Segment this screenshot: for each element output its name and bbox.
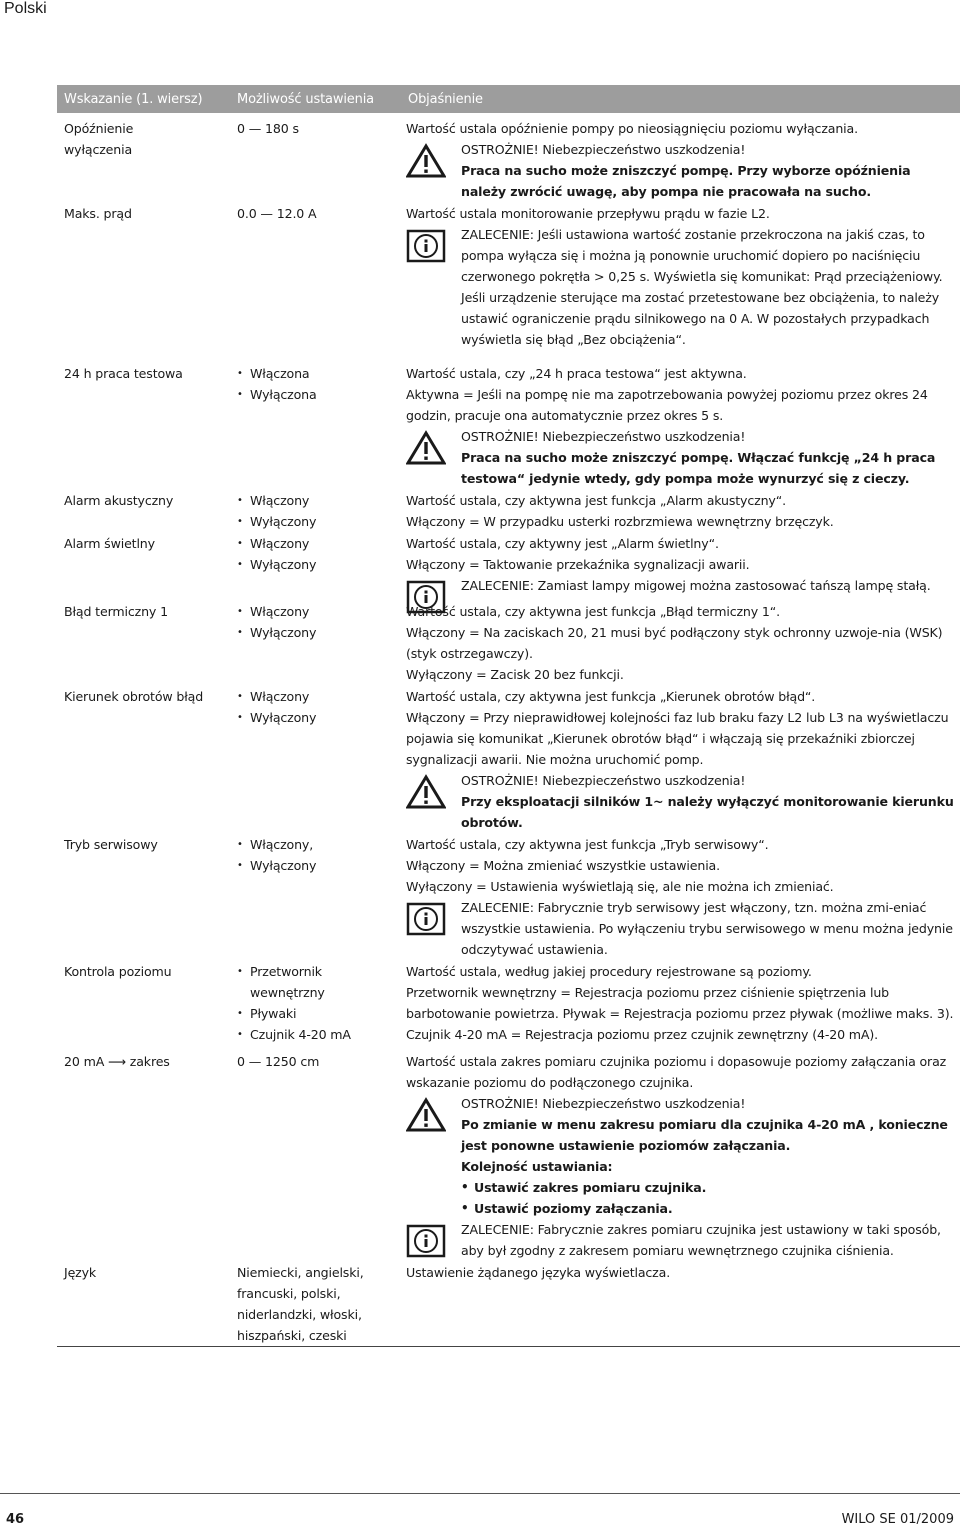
info-icon <box>406 901 446 937</box>
row-name: Maks. prąd <box>64 206 132 221</box>
warning-icon <box>406 774 446 810</box>
option-item: • Wyłączony <box>237 707 401 728</box>
note-text: Jeśli urządzenie sterujące ma zostać przetestowane bez obciążenia, to należy ustawić ograniczenie prądu silnikowego na 0 A. W pozostałych przypadkach wyświetla się błąd „Bez obciążenia“. <box>461 290 940 347</box>
row-explanation <box>401 532 960 596</box>
option-item: • Wyłączona <box>237 384 401 405</box>
row-name: Kierunek obrotów błąd <box>64 689 204 704</box>
row-explanation <box>401 960 960 1045</box>
note-text: ZALECENIE: Jeśli ustawiona wartość zostanie przekroczona na jakiś czas, to pompa wyłącza się i można ją ponownie uruchomić dopiero po naciśnięciu czerwonego pokrętła > 0,25 s. Wyświetla się komunikat: Prąd przeciążeniowy. <box>461 227 943 284</box>
table-row <box>57 532 960 596</box>
option-item: • Wyłączony <box>237 511 401 532</box>
row-name: Błąd termiczny 1 <box>64 604 168 619</box>
row-explanation <box>401 1261 960 1347</box>
row-explanation <box>401 833 960 960</box>
option-item: • Włączony <box>237 686 401 707</box>
table-row <box>57 685 960 833</box>
warning-icon <box>406 1097 446 1133</box>
caution-title: OSTROŻNIE! Niebezpieczeństwo uszkodzenia! <box>461 142 746 157</box>
table-row <box>57 1261 960 1347</box>
option-item: • Wyłączony <box>237 855 401 876</box>
sequence-list <box>461 1177 956 1219</box>
row-options <box>230 532 401 596</box>
table-row <box>57 1045 960 1261</box>
explanation-text: Włączony = Można zmieniać wszystkie ustawienia. <box>406 858 720 873</box>
table-row <box>57 833 960 960</box>
sequence-item: • Ustawić poziomy załączania. <box>461 1198 956 1219</box>
option-item: • Włączony <box>237 490 401 511</box>
info-note <box>406 575 956 596</box>
explanation-text: Czujnik 4-20 mA = Rejestracja poziomu przez czujnik zewnętrzny (4-20 mA). <box>406 1027 879 1042</box>
row-explanation <box>401 202 960 350</box>
explanation-text: Wartość ustala, czy aktywna jest funkcja „Tryb serwisowy“. <box>406 837 769 852</box>
table-row <box>57 596 960 685</box>
explanation-text: Włączony = W przypadku usterki rozbrzmiewa wewnętrzny brzęczyk. <box>406 514 834 529</box>
option-item: • Włączony <box>237 533 401 554</box>
header-setting: Możliwość ustawienia <box>230 85 401 113</box>
explanation-text: Ustawienie żądanego języka wyświetlacza. <box>406 1265 671 1280</box>
note-text: ZALECENIE: Zamiast lampy migowej można zastosować tańszą lampę stałą. <box>461 578 931 593</box>
info-note <box>406 897 956 960</box>
option-item: • Wyłączony <box>237 554 401 575</box>
publisher-info: WILO SE 01/2009 <box>841 1512 954 1527</box>
explanation-text: Przetwornik wewnętrzny = Rejestracja poziomu przez ciśnienie spiętrzenia lub barbotowanie powietrza. Pływak = Rejestracja poziomu przez pływak (możliwe maks. 3). <box>406 985 954 1021</box>
explanation-text: Wartość ustala opóźnienie pompy po nieosiągnięciu poziomu wyłączania. <box>406 121 858 136</box>
row-name: Alarm akustyczny <box>64 493 174 508</box>
row-name: 24 h praca testowa <box>64 366 183 381</box>
explanation-text: Włączony = Taktowanie przekaźnika sygnalizacji awarii. <box>406 557 750 572</box>
caution-text: Kolejność ustawiania: <box>461 1159 613 1174</box>
table-header-row <box>57 85 960 113</box>
caution-title: OSTROŻNIE! Niebezpieczeństwo uszkodzenia! <box>461 773 746 788</box>
warning-icon <box>406 430 446 466</box>
table-row <box>57 113 960 202</box>
header-explanation: Objaśnienie <box>401 85 960 113</box>
row-options <box>230 489 401 532</box>
caution-text: Przy eksploatacji silników 1~ należy wyłączyć monitorowanie kierunku obrotów. <box>461 794 954 830</box>
info-icon <box>406 228 446 264</box>
explanation-text: Wartość ustala, czy aktywna jest funkcja „Kierunek obrotów błąd“. <box>406 689 816 704</box>
explanation-text: Wartość ustala, czy aktywny jest „Alarm świetlny“. <box>406 536 719 551</box>
explanation-text: Wartość ustala, według jakiej procedury rejestrowane są poziomy. <box>406 964 812 979</box>
caution-block <box>406 426 956 489</box>
caution-text: Praca na sucho może zniszczyć pompę. Włączać funkcję „24 h praca testowa“ jedynie wtedy, gdy pompa może wynurzyć się z cieczy. <box>461 450 936 486</box>
caution-block <box>406 1093 956 1177</box>
row-name: Opóźnienie wyłączenia <box>64 121 134 157</box>
row-name: Język <box>64 1265 97 1280</box>
info-icon <box>406 579 446 615</box>
caution-title: OSTROŻNIE! Niebezpieczeństwo uszkodzenia! <box>461 429 746 444</box>
row-explanation <box>401 685 960 833</box>
explanation-text: Włączony = Przy nieprawidłowej kolejności faz lub braku fazy L2 lub L3 na wyświetlaczu pojawia się komunikat „Kierunek obrotów błąd“ i włączają się przekaźniki zbiorczej sygnalizacji awarii. Nie można uruchomić pomp. <box>406 710 949 767</box>
option-item: • Wyłączony <box>237 622 401 643</box>
row-name: Tryb serwisowy <box>64 837 158 852</box>
explanation-text: Aktywna = Jeśli na pompę nie ma zapotrzebowania powyżej poziomu przez okres 24 godzin, pracuje ona automatycznie przez okres 5 s. <box>406 387 928 423</box>
page-number: 46 <box>6 1512 25 1527</box>
table-row <box>57 489 960 532</box>
explanation-text: Wartość ustala, czy „24 h praca testowa“ jest aktywna. <box>406 366 747 381</box>
row-setting: Niemiecki, angielski, francuski, polski, niderlandzki, włoski, hiszpański, czeski <box>237 1265 364 1343</box>
option-item: • Pływaki <box>237 1003 401 1024</box>
explanation-text: Wartość ustala, czy aktywna jest funkcja „Alarm akustyczny“. <box>406 493 786 508</box>
option-item: • Włączony <box>237 601 401 622</box>
row-setting: 0 — 1250 cm <box>237 1054 320 1069</box>
explanation-text: Wyłączony = Zacisk 20 bez funkcji. <box>406 667 624 682</box>
row-explanation <box>401 489 960 532</box>
explanation-text: Wartość ustala monitorowanie przepływu prądu w fazie L2. <box>406 206 770 221</box>
row-options <box>230 960 401 1045</box>
header-display: Wskazanie (1. wiersz) <box>57 85 230 113</box>
row-options <box>230 833 401 960</box>
info-icon <box>406 1223 446 1259</box>
row-name: Alarm świetlny <box>64 536 155 551</box>
option-item: • Przetwornik wewnętrzny <box>237 961 340 1003</box>
row-options <box>230 596 401 685</box>
explanation-text: Wartość ustala, czy aktywna jest funkcja „Błąd termiczny 1“. <box>406 604 781 619</box>
sequence-item: • Ustawić zakres pomiaru czujnika. <box>461 1177 956 1198</box>
row-setting: 0 — 180 s <box>237 121 299 136</box>
row-name: 20 mA ⟶ zakres <box>64 1054 170 1069</box>
info-note <box>406 1219 956 1261</box>
table-row <box>57 960 960 1045</box>
row-options <box>230 350 401 489</box>
caution-title: OSTROŻNIE! Niebezpieczeństwo uszkodzenia! <box>461 1096 746 1111</box>
explanation-text: Włączony = Na zaciskach 20, 21 musi być podłączony styk ochronny uzwoje-nia (WSK) (styk ostrzegawczy). <box>406 625 943 661</box>
row-explanation <box>401 350 960 489</box>
row-explanation <box>401 1045 960 1261</box>
settings-table <box>57 85 960 1347</box>
option-item: • Włączony, <box>237 834 401 855</box>
row-explanation <box>401 596 960 685</box>
row-setting: 0.0 — 12.0 A <box>237 206 317 221</box>
note-text: ZALECENIE: Fabrycznie tryb serwisowy jest włączony, tzn. można zmi-eniać wszystkie ustawienia. Po wyłączeniu trybu serwisowego w menu można jedynie odczytywać ustawienia. <box>461 900 953 957</box>
footer-divider <box>0 1493 960 1494</box>
info-note <box>406 224 956 350</box>
caution-block <box>406 139 956 202</box>
explanation-text: Wyłączony = Ustawienia wyświetlają się, ale nie można ich zmieniać. <box>406 879 834 894</box>
table-row <box>57 350 960 489</box>
caution-text: Po zmianie w menu zakresu pomiaru dla czujnika 4-20 mA , konieczne jest ponowne ustawienie poziomów załączania. <box>461 1117 948 1153</box>
caution-block <box>406 770 956 833</box>
row-name: Kontrola poziomu <box>64 964 172 979</box>
row-options <box>230 685 401 833</box>
warning-icon <box>406 143 446 179</box>
row-explanation <box>401 113 960 202</box>
language-label: Polski <box>4 0 47 17</box>
explanation-text: Wartość ustala zakres pomiaru czujnika poziomu i dopasowuje poziomy załączania oraz wskazanie poziomu do podłączonego czujnika. <box>406 1054 947 1090</box>
option-item: • Czujnik 4-20 mA <box>237 1024 401 1045</box>
note-text: ZALECENIE: Fabrycznie zakres pomiaru czujnika jest ustawiony w taki sposób, aby był zgodny z zakresem pomiaru wewnętrznego czujnika ciśnienia. <box>461 1222 941 1258</box>
option-item: • Włączona <box>237 363 401 384</box>
table-row <box>57 202 960 350</box>
caution-text: Praca na sucho może zniszczyć pompę. Przy wyborze opóźnienia należy zwrócić uwagę, aby pompa nie pracowała na sucho. <box>461 163 911 199</box>
